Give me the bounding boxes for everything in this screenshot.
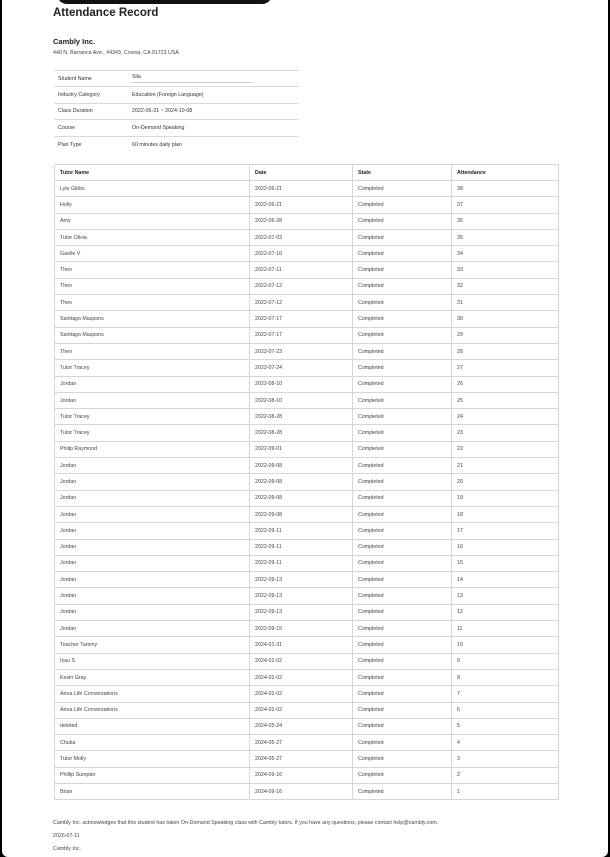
tutor-name-cell: Jordan — [55, 621, 250, 637]
date-cell: 2024-01-31 — [250, 637, 353, 653]
table-row — [55, 197, 559, 213]
date-cell: 2022-07-17 — [250, 311, 353, 327]
state-cell: Completed — [353, 653, 452, 669]
attendance-cell: 33 — [452, 262, 559, 278]
tutor-name-cell: Jordan — [55, 523, 250, 539]
table-row — [55, 246, 559, 262]
state-cell: Completed — [353, 539, 452, 555]
attendance-cell: 18 — [452, 506, 559, 522]
attendance-cell: 22 — [452, 441, 559, 457]
info-label: Industry Category — [54, 87, 128, 103]
state-cell: Completed — [353, 229, 452, 245]
state-cell: Completed — [353, 588, 452, 604]
date-cell: 2022-06-21 — [250, 181, 353, 197]
date-cell: 2022-09-11 — [250, 539, 353, 555]
table-row — [55, 783, 559, 799]
info-value-cell — [128, 87, 299, 103]
tutor-name-cell: Tutor Olivia — [55, 229, 250, 245]
attendance-cell: 29 — [452, 327, 559, 343]
tutor-name-cell: Izau S — [55, 653, 250, 669]
table-row — [55, 588, 559, 604]
tutor-name-cell: Jordan — [55, 490, 250, 506]
date-cell: 2022-08-28 — [250, 409, 353, 425]
state-cell: Completed — [353, 702, 452, 718]
attendance-cell: 17 — [452, 523, 559, 539]
table-row — [55, 539, 559, 555]
tutor-name-cell: Holly — [55, 197, 250, 213]
state-cell: Completed — [353, 213, 452, 229]
tutor-name-cell: Anna Life Conversations — [55, 686, 250, 702]
state-cell: Completed — [353, 555, 452, 571]
state-cell: Completed — [353, 735, 452, 751]
table-header-row — [55, 165, 559, 181]
tutor-name-cell: Anna Life Conversations — [55, 702, 250, 718]
state-cell: Completed — [353, 458, 452, 474]
attendance-cell: 13 — [452, 588, 559, 604]
info-row — [54, 103, 299, 119]
state-cell: Completed — [353, 604, 452, 620]
state-cell: Completed — [353, 278, 452, 294]
table-row — [55, 767, 559, 783]
tutor-name-cell: Jordan — [55, 539, 250, 555]
tutor-name-cell: Brian — [55, 783, 250, 799]
attendance-cell: 25 — [452, 392, 559, 408]
attendance-cell: 4 — [452, 735, 559, 751]
state-cell: Completed — [353, 751, 452, 767]
attendance-cell: 15 — [452, 555, 559, 571]
tutor-name-cell: Theo — [55, 343, 250, 359]
info-value: On-Demand Speaking — [132, 124, 185, 131]
attendance-cell: 35 — [452, 229, 559, 245]
table-row — [55, 441, 559, 457]
student-info-table — [54, 70, 299, 152]
state-cell: Completed — [353, 621, 452, 637]
column-header-state: State — [353, 165, 452, 181]
attendance-cell: 21 — [452, 458, 559, 474]
tutor-name-cell: Jordan — [55, 572, 250, 588]
date-cell: 2022-09-11 — [250, 523, 353, 539]
attendance-cell: 16 — [452, 539, 559, 555]
attendance-cell: 37 — [452, 197, 559, 213]
table-row — [55, 702, 559, 718]
table-row — [55, 262, 559, 278]
state-cell: Completed — [353, 327, 452, 343]
tutor-name-cell: Theo — [55, 295, 250, 311]
table-row — [55, 555, 559, 571]
attendance-cell: 30 — [452, 311, 559, 327]
tutor-name-cell: Jordan — [55, 604, 250, 620]
column-header-attendance: Attendance — [452, 165, 559, 181]
state-cell: Completed — [353, 311, 452, 327]
dark-header-tab — [57, 0, 272, 4]
tutor-name-cell: Jordan — [55, 392, 250, 408]
tutor-name-cell: Jordan — [55, 588, 250, 604]
state-cell: Completed — [353, 360, 452, 376]
state-cell: Completed — [353, 767, 452, 783]
table-row — [55, 506, 559, 522]
attendance-cell: 11 — [452, 621, 559, 637]
attendance-cell: 34 — [452, 246, 559, 262]
table-row — [55, 181, 559, 197]
info-value-cell — [128, 136, 299, 152]
attendance-cell: 14 — [452, 572, 559, 588]
date-cell: 2022-07-03 — [250, 229, 353, 245]
state-cell: Completed — [353, 718, 452, 734]
info-value: Sila — [132, 74, 252, 83]
state-cell: Completed — [353, 669, 452, 685]
date-cell: 2022-07-10 — [250, 246, 353, 262]
table-row — [55, 278, 559, 294]
tutor-name-cell: Theo — [55, 262, 250, 278]
attendance-cell: 23 — [452, 425, 559, 441]
table-row — [55, 686, 559, 702]
tutor-name-cell: Gaelle V — [55, 246, 250, 262]
date-cell: 2022-09-08 — [250, 506, 353, 522]
table-row — [55, 458, 559, 474]
attendance-cell: 38 — [452, 181, 559, 197]
table-row — [55, 751, 559, 767]
attendance-cell: 32 — [452, 278, 559, 294]
company-name: Cambly Inc. — [53, 37, 96, 46]
state-cell: Completed — [353, 181, 452, 197]
info-value-cell — [128, 103, 299, 119]
date-cell: 2022-09-13 — [250, 604, 353, 620]
state-cell: Completed — [353, 295, 452, 311]
tutor-name-cell: Chuka — [55, 735, 250, 751]
table-row — [55, 327, 559, 343]
tutor-name-cell: Theo — [55, 278, 250, 294]
date-cell: 2022-07-12 — [250, 295, 353, 311]
state-cell: Completed — [353, 572, 452, 588]
table-row — [55, 490, 559, 506]
tutor-name-cell: Tutor Molly — [55, 751, 250, 767]
tutor-name-cell: Tutor Tracey — [55, 409, 250, 425]
date-cell: 2022-07-24 — [250, 360, 353, 376]
state-cell: Completed — [353, 686, 452, 702]
date-cell: 2022-07-23 — [250, 343, 353, 359]
attendance-cell: 2 — [452, 767, 559, 783]
state-cell: Completed — [353, 392, 452, 408]
date-cell: 2022-07-12 — [250, 278, 353, 294]
date-cell: 2024-09-16 — [250, 767, 353, 783]
info-row — [54, 71, 299, 87]
attendance-cell: 12 — [452, 604, 559, 620]
date-cell: 2022-08-10 — [250, 392, 353, 408]
date-cell: 2022-09-01 — [250, 441, 353, 457]
attendance-cell: 24 — [452, 409, 559, 425]
state-cell: Completed — [353, 376, 452, 392]
table-row — [55, 425, 559, 441]
table-row — [55, 360, 559, 376]
tutor-name-cell: Jordan — [55, 474, 250, 490]
table-row — [55, 621, 559, 637]
date-cell: 2022-09-08 — [250, 474, 353, 490]
attendance-table — [54, 164, 559, 800]
state-cell: Completed — [353, 343, 452, 359]
date-cell: 2022-07-17 — [250, 327, 353, 343]
attendance-cell: 7 — [452, 686, 559, 702]
info-value: 2022-06-21 ~ 2024-10-08 — [132, 108, 193, 115]
info-value: 60 minutes daily plan — [132, 141, 182, 148]
column-header-tutor: Tutor Name — [55, 165, 250, 181]
attendance-cell: 27 — [452, 360, 559, 376]
date-cell: 2022-09-13 — [250, 572, 353, 588]
attendance-cell: 36 — [452, 213, 559, 229]
info-row — [54, 136, 299, 152]
date-cell: 2024-05-24 — [250, 718, 353, 734]
table-row — [55, 637, 559, 653]
info-row — [54, 87, 299, 103]
date-cell: 2024-02-02 — [250, 669, 353, 685]
tutor-name-cell: Jordan — [55, 376, 250, 392]
table-row — [55, 343, 559, 359]
date-cell: 2022-08-28 — [250, 425, 353, 441]
info-label: Course — [54, 120, 128, 136]
tutor-name-cell: Tutor Tracey — [55, 425, 250, 441]
table-row — [55, 735, 559, 751]
tutor-name-cell: deleted — [55, 718, 250, 734]
info-value: Education (Foreign Language) — [132, 92, 204, 99]
tutor-name-cell: Santiago Maspons — [55, 311, 250, 327]
state-cell: Completed — [353, 409, 452, 425]
date-cell: 2022-09-08 — [250, 458, 353, 474]
attendance-cell: 5 — [452, 718, 559, 734]
state-cell: Completed — [353, 783, 452, 799]
attendance-cell: 19 — [452, 490, 559, 506]
tutor-name-cell: Santiago Maspons — [55, 327, 250, 343]
date-cell: 2022-06-21 — [250, 197, 353, 213]
attendance-cell: 26 — [452, 376, 559, 392]
table-row — [55, 311, 559, 327]
tutor-name-cell: Philip Raymond — [55, 441, 250, 457]
date-cell: 2024-02-02 — [250, 653, 353, 669]
document-page — [2, 0, 608, 857]
state-cell: Completed — [353, 637, 452, 653]
attendance-cell: 3 — [452, 751, 559, 767]
date-cell: 2022-09-08 — [250, 490, 353, 506]
table-row — [55, 572, 559, 588]
table-row — [55, 213, 559, 229]
tutor-name-cell: Lyle Gibbs — [55, 181, 250, 197]
date-cell: 2022-09-11 — [250, 555, 353, 571]
attendance-cell: 31 — [452, 295, 559, 311]
table-row — [55, 409, 559, 425]
tutor-name-cell: Kevin Gray — [55, 669, 250, 685]
state-cell: Completed — [353, 262, 452, 278]
table-row — [55, 376, 559, 392]
state-cell: Completed — [353, 490, 452, 506]
attendance-cell: 20 — [452, 474, 559, 490]
table-row — [55, 669, 559, 685]
column-header-date: Date — [250, 165, 353, 181]
tutor-name-cell: Jordan — [55, 458, 250, 474]
tutor-name-cell: Amy — [55, 213, 250, 229]
table-row — [55, 604, 559, 620]
date-cell: 2024-09-16 — [250, 783, 353, 799]
date-cell: 2024-05-27 — [250, 735, 353, 751]
state-cell: Completed — [353, 523, 452, 539]
attendance-cell: 6 — [452, 702, 559, 718]
tutor-name-cell: Teacher Tammy — [55, 637, 250, 653]
state-cell: Completed — [353, 425, 452, 441]
table-row — [55, 523, 559, 539]
date-cell: 2022-08-10 — [250, 376, 353, 392]
table-row — [55, 229, 559, 245]
date-cell: 2024-05-27 — [250, 751, 353, 767]
attendance-cell: 10 — [452, 637, 559, 653]
table-row — [55, 718, 559, 734]
info-value-cell — [128, 71, 299, 87]
attendance-cell: 9 — [452, 653, 559, 669]
state-cell: Completed — [353, 246, 452, 262]
date-cell: 2022-09-15 — [250, 621, 353, 637]
info-label: Student Name — [54, 71, 128, 87]
table-row — [55, 474, 559, 490]
info-value-cell — [128, 120, 299, 136]
date-cell: 2022-07-11 — [250, 262, 353, 278]
date-cell: 2024-02-02 — [250, 702, 353, 718]
state-cell: Completed — [353, 441, 452, 457]
attendance-cell: 8 — [452, 669, 559, 685]
page-title: Attendance Record — [53, 7, 159, 19]
table-row — [55, 392, 559, 408]
tutor-name-cell: Jordan — [55, 506, 250, 522]
tutor-name-cell: Tutor Tracey — [55, 360, 250, 376]
tutor-name-cell: Jordan — [55, 555, 250, 571]
company-address: 440 N. Barranca Ave., #4343, Covina, CA 91723 USA — [53, 50, 179, 56]
attendance-cell: 1 — [452, 783, 559, 799]
acknowledgement-text: Cambly Inc. acknowledges that this student has taken On-Demand Speaking class with Cambly tutors. If you have any questions, please contact help@cambly.com. — [53, 820, 439, 826]
table-row — [55, 295, 559, 311]
state-cell: Completed — [353, 506, 452, 522]
date-cell: 2024-02-02 — [250, 686, 353, 702]
state-cell: Completed — [353, 474, 452, 490]
issuer-signature: Cambly Inc. — [53, 846, 81, 852]
attendance-cell: 28 — [452, 343, 559, 359]
issue-date: 2026-07-11 — [53, 833, 80, 839]
info-label: Class Duration — [54, 103, 128, 119]
info-label: Plan Type — [54, 136, 128, 152]
date-cell: 2022-09-13 — [250, 588, 353, 604]
table-row — [55, 653, 559, 669]
date-cell: 2022-06-28 — [250, 213, 353, 229]
state-cell: Completed — [353, 197, 452, 213]
info-row — [54, 120, 299, 136]
tutor-name-cell: Phillip Sumpter — [55, 767, 250, 783]
